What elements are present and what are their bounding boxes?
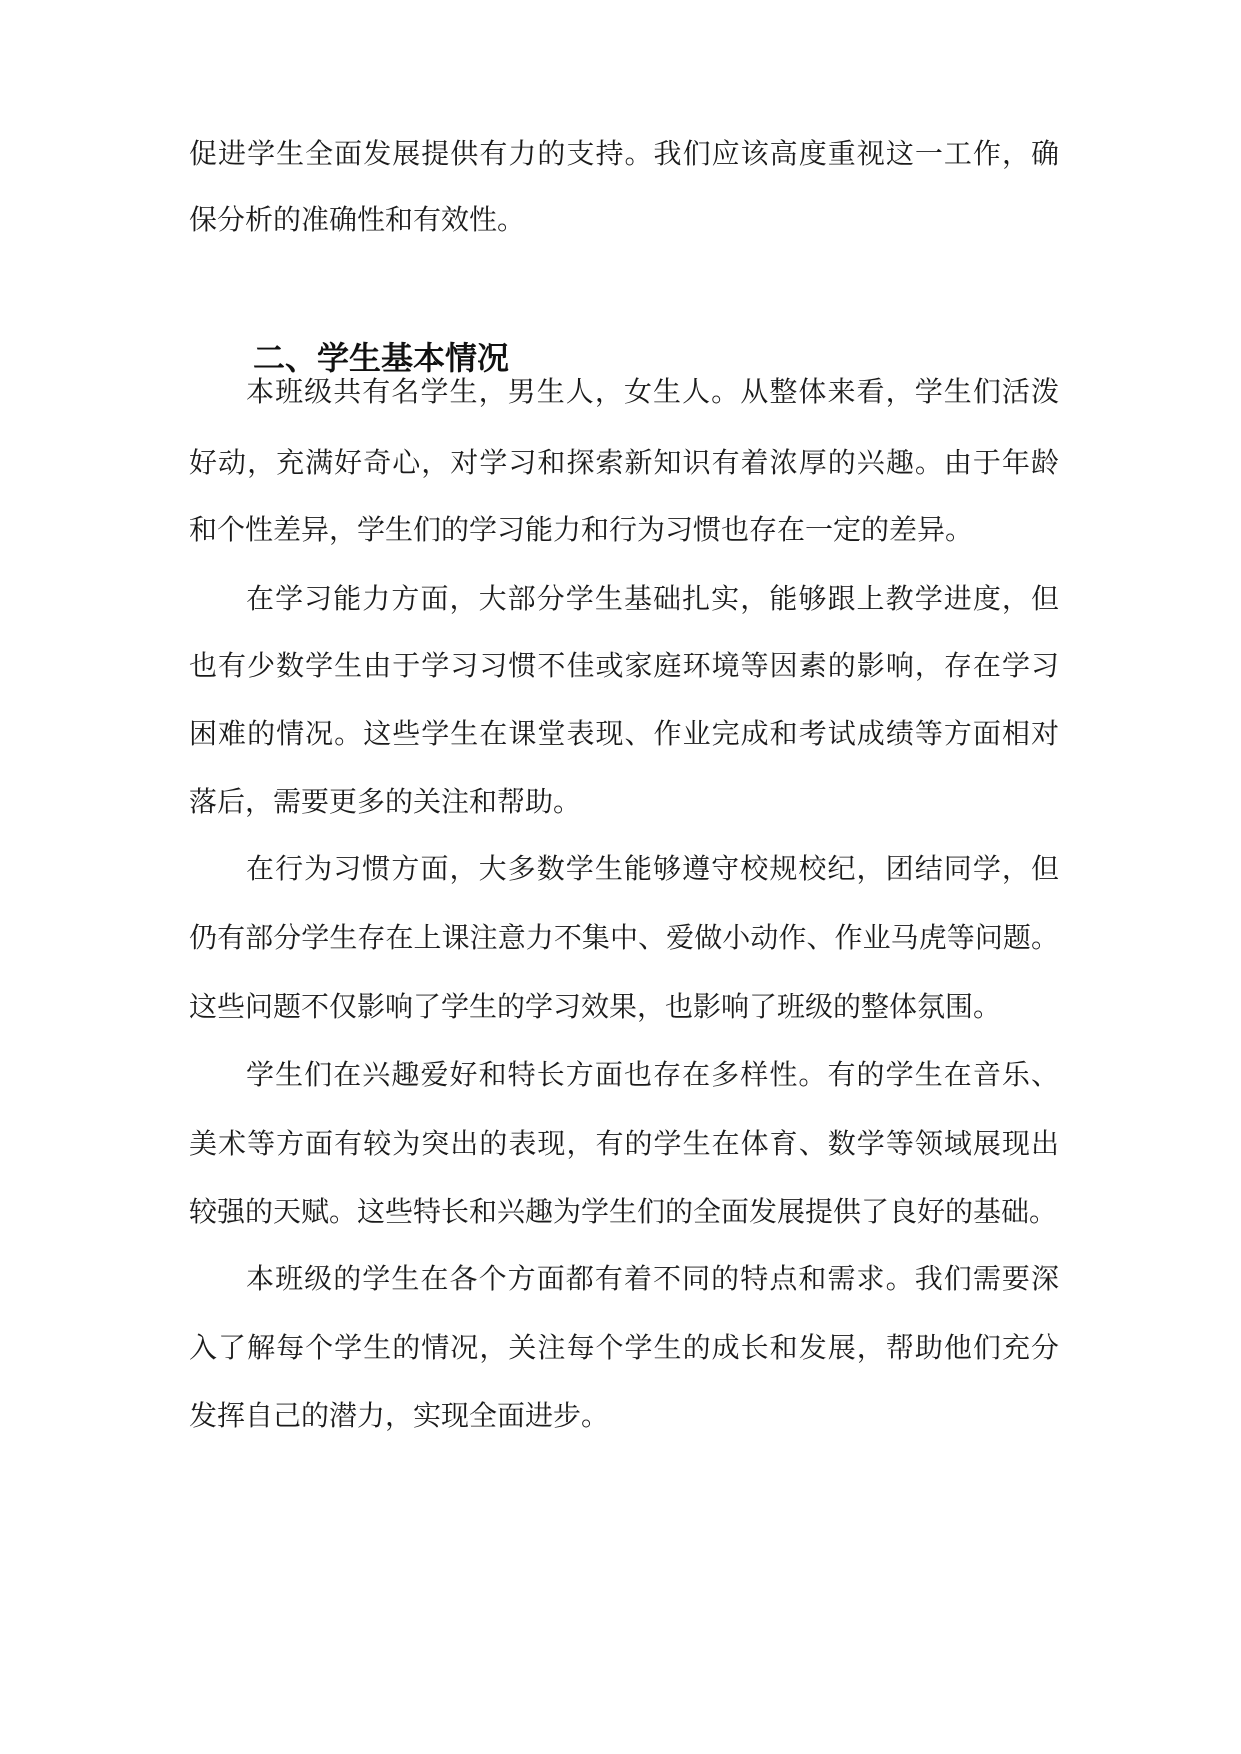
paragraph-5-line-3: 发挥自己的潜力，实现全面进步。 (189, 1399, 610, 1432)
paragraph-4-line-2: 美术等方面有较为突出的表现，有的学生在体育、数学等领域展现出 (189, 1127, 1059, 1160)
intro-line-2: 保分析的准确性和有效性。 (189, 203, 526, 236)
paragraph-2-line-3: 困难的情况。这些学生在课堂表现、作业完成和考试成绩等方面相对 (189, 717, 1059, 750)
paragraph-5-line-2: 入了解每个学生的情况，关注每个学生的成长和发展，帮助他们充分 (189, 1331, 1059, 1364)
paragraph-3-line-1: 在行为习惯方面，大多数学生能够遵守校规校纪，团结同学，但 (246, 852, 1059, 885)
paragraph-2-line-1: 在学习能力方面，大部分学生基础扎实，能够跟上教学进度，但 (246, 582, 1059, 615)
paragraph-3-line-2: 仍有部分学生存在上课注意力不集中、爱做小动作、作业马虎等问题。 (189, 921, 1059, 954)
paragraph-1-line-2: 好动，充满好奇心，对学习和探索新知识有着浓厚的兴趣。由于年龄 (189, 446, 1059, 479)
paragraph-1-line-1: 本班级共有名学生，男生人，女生人。从整体来看，学生们活泼 (246, 375, 1059, 408)
paragraph-4-line-1: 学生们在兴趣爱好和特长方面也存在多样性。有的学生在音乐、 (246, 1058, 1059, 1091)
paragraph-5-line-1: 本班级的学生在各个方面都有着不同的特点和需求。我们需要深 (246, 1262, 1059, 1295)
paragraph-3-line-3: 这些问题不仅影响了学生的学习效果，也影响了班级的整体氛围。 (189, 990, 1002, 1023)
paragraph-2-line-2: 也有少数学生由于学习习惯不佳或家庭环境等因素的影响，存在学习 (189, 649, 1059, 682)
section-heading: 二、学生基本情况 (253, 339, 510, 377)
paragraph-1-line-3: 和个性差异，学生们的学习能力和行为习惯也存在一定的差异。 (189, 513, 974, 546)
intro-line-1: 促进学生全面发展提供有力的支持。我们应该高度重视这一工作，确 (189, 137, 1059, 170)
paragraph-2-line-4: 落后，需要更多的关注和帮助。 (189, 785, 582, 818)
paragraph-4-line-3: 较强的天赋。这些特长和兴趣为学生们的全面发展提供了良好的基础。 (189, 1195, 1058, 1228)
